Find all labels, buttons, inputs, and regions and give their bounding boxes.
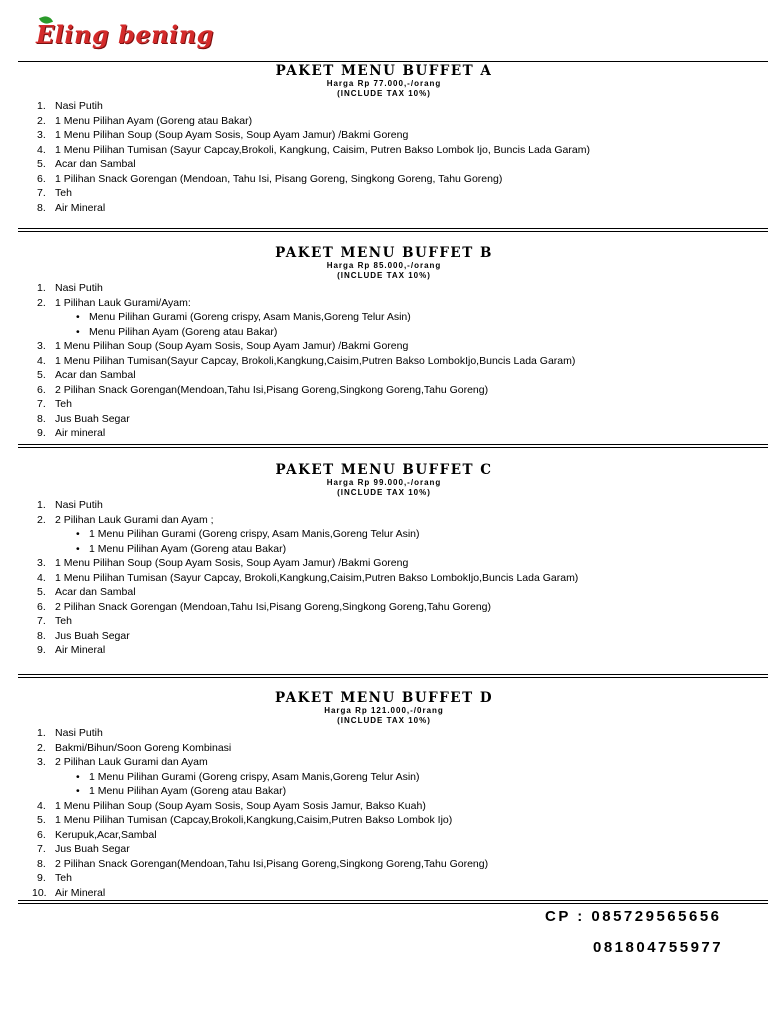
item-text: Air mineral: [55, 427, 106, 439]
item-text: Nasi Putih: [55, 282, 103, 294]
menu-item-list: [0, 726, 768, 900]
item-number: 2.: [37, 114, 46, 127]
item-number: 5.: [37, 814, 46, 826]
list-item: [0, 842, 768, 857]
item-number: 1.: [37, 100, 46, 112]
list-item: [0, 339, 768, 354]
item-text: Acar dan Sambal: [55, 369, 136, 381]
item-number: 10.: [32, 886, 47, 899]
item-number: 7.: [37, 398, 46, 410]
bullet-icon: •: [76, 770, 80, 783]
item-number: 6.: [37, 600, 46, 613]
menu-price: Harga Rp 85.000,-/orang: [326, 261, 442, 270]
bullet-icon: •: [76, 785, 80, 797]
item-text: 1 Menu Pilihan Soup (Soup Ayam Sosis, Soup Ayam Jamur) /Bakmi Goreng: [55, 340, 409, 352]
item-number: 4.: [37, 143, 46, 156]
item-text: 2 Pilihan Lauk Gurami dan Ayam ;: [55, 513, 214, 526]
divider: [18, 444, 768, 448]
bullet-icon: •: [76, 528, 80, 540]
menu-tax-note: (INCLUDE TAX 10%): [337, 89, 431, 98]
item-number: 2.: [37, 741, 46, 754]
divider: [18, 61, 768, 62]
menu-section-b: [0, 245, 768, 441]
menu-section-d: [0, 690, 768, 900]
sub-list-item: [0, 770, 768, 785]
list-item: [0, 828, 768, 843]
list-item: [0, 157, 768, 172]
item-text: Jus Buah Segar: [55, 843, 130, 855]
item-text: 2 Pilihan Snack Gorengan(Mendoan,Tahu Isi,Pisang Goreng,Singkong Goreng,Tahu Goreng): [55, 857, 489, 870]
item-text: Jus Buah Segar: [55, 629, 130, 642]
item-text: 2 Pilihan Snack Gorengan (Mendoan,Tahu Isi,Pisang Goreng,Singkong Goreng,Tahu Goreng): [55, 600, 492, 613]
item-number: 4.: [37, 571, 46, 584]
list-item: [0, 571, 768, 586]
list-item: [0, 281, 768, 296]
item-number: 3.: [37, 557, 46, 569]
item-number: 7.: [37, 843, 46, 855]
item-text: Jus Buah Segar: [55, 412, 130, 425]
item-text: 2 Pilihan Snack Gorengan(Mendoan,Tahu Isi,Pisang Goreng,Singkong Goreng,Tahu Goreng): [55, 383, 489, 396]
item-number: 2.: [37, 296, 46, 309]
item-text: Air Mineral: [55, 886, 106, 899]
list-item: [0, 726, 768, 741]
menu-title: PAKET MENU BUFFET A: [275, 63, 493, 79]
item-number: 7.: [37, 187, 46, 199]
logo: [36, 20, 214, 54]
divider: [18, 900, 768, 904]
list-item: [0, 857, 768, 872]
item-text: Teh: [55, 615, 72, 627]
item-number: 3.: [37, 340, 46, 352]
list-item: [0, 556, 768, 571]
menu-section-a: [0, 63, 768, 215]
item-number: 2.: [37, 513, 46, 526]
sub-list-item: [0, 527, 768, 542]
list-item: [0, 614, 768, 629]
item-text: 1 Menu Pilihan Soup (Soup Ayam Sosis, Soup Ayam Jamur) /Bakmi Goreng: [55, 129, 409, 141]
item-number: 7.: [37, 615, 46, 627]
sub-list-item: [0, 310, 768, 325]
item-number: 1.: [37, 727, 46, 739]
list-item: [0, 426, 768, 441]
sub-list-item: [0, 542, 768, 557]
item-text: Teh: [55, 398, 72, 410]
list-item: [0, 368, 768, 383]
item-text: Nasi Putih: [55, 499, 103, 511]
menu-price: Harga Rp 121.000,-/0rang: [324, 706, 444, 715]
list-item: [0, 99, 768, 114]
menu-title: PAKET MENU BUFFET D: [274, 690, 494, 706]
sub-item-text: 1 Menu Pilihan Ayam (Goreng atau Bakar): [89, 542, 287, 555]
list-item: [0, 643, 768, 658]
item-text: 1 Pilihan Snack Gorengan (Mendoan, Tahu Isi, Pisang Goreng, Singkong Goreng, Tahu Goreng): [55, 172, 503, 185]
list-item: [0, 172, 768, 187]
bullet-icon: •: [76, 311, 80, 323]
list-item: [0, 186, 768, 201]
item-text: 1 Menu Pilihan Tumisan (Capcay,Brokoli,Kangkung,Caisim,Putren Bakso Lombok Ijo): [55, 814, 453, 826]
item-number: 5.: [37, 158, 46, 170]
list-item: [0, 296, 768, 311]
item-number: 8.: [37, 629, 46, 642]
item-number: 9.: [37, 872, 46, 884]
menu-item-list: [0, 498, 768, 658]
sub-list-item: [0, 784, 768, 799]
item-text: Nasi Putih: [55, 100, 103, 112]
divider: [18, 674, 768, 678]
list-item: [0, 128, 768, 143]
item-number: 8.: [37, 412, 46, 425]
item-text: 1 Menu Pilihan Tumisan (Sayur Capcay,Brokoli, Kangkung, Caisim, Putren Bakso Lombok Ijo, Buncis Lada Garam): [55, 143, 590, 156]
item-number: 6.: [37, 383, 46, 396]
item-text: Bakmi/Bihun/Soon Goreng Kombinasi: [55, 741, 232, 754]
item-text: Acar dan Sambal: [55, 158, 136, 170]
item-number: 8.: [37, 857, 46, 870]
logo-text: Eling bening: [36, 20, 214, 49]
item-number: 1.: [37, 282, 46, 294]
item-text: 1 Menu Pilihan Tumisan(Sayur Capcay, Brokoli,Kangkung,Caisim,Putren Bakso LombokIjo,Buncis Lada Garam): [55, 354, 576, 367]
item-number: 4.: [37, 354, 46, 367]
list-item: [0, 629, 768, 644]
list-item: [0, 813, 768, 828]
item-number: 3.: [37, 129, 46, 141]
bullet-icon: •: [76, 542, 80, 555]
list-item: [0, 741, 768, 756]
item-number: 3.: [37, 756, 46, 768]
item-text: Kerupuk,Acar,Sambal: [55, 828, 157, 841]
menu-price: Harga Rp 77.000,-/orang: [326, 79, 442, 88]
list-item: [0, 143, 768, 158]
list-item: [0, 886, 768, 901]
list-item: [0, 799, 768, 814]
list-item: [0, 871, 768, 886]
item-text: Nasi Putih: [55, 727, 103, 739]
item-number: 1.: [37, 499, 46, 511]
menu-tax-note: (INCLUDE TAX 10%): [337, 716, 431, 725]
item-number: 5.: [37, 369, 46, 381]
list-item: [0, 383, 768, 398]
item-number: 5.: [37, 586, 46, 598]
divider: [18, 228, 768, 232]
list-item: [0, 585, 768, 600]
menu-tax-note: (INCLUDE TAX 10%): [337, 271, 431, 280]
sub-item-text: Menu Pilihan Ayam (Goreng atau Bakar): [89, 325, 278, 338]
bullet-icon: •: [76, 325, 80, 338]
list-item: [0, 114, 768, 129]
item-number: 9.: [37, 427, 46, 439]
item-text: 1 Menu Pilihan Soup (Soup Ayam Sosis, Soup Ayam Jamur) /Bakmi Goreng: [55, 557, 409, 569]
item-number: 4.: [37, 799, 46, 812]
item-text: Teh: [55, 187, 72, 199]
contact-person: CP : 085729565656: [545, 908, 722, 925]
menu-item-list: [0, 281, 768, 441]
menu-item-list: [0, 99, 768, 215]
sub-item-text: 1 Menu Pilihan Ayam (Goreng atau Bakar): [89, 785, 287, 797]
item-text: 1 Pilihan Lauk Gurami/Ayam:: [55, 296, 191, 309]
item-text: Teh: [55, 872, 72, 884]
menu-price: Harga Rp 99.000,-/orang: [326, 478, 442, 487]
item-number: 9.: [37, 644, 46, 656]
list-item: [0, 412, 768, 427]
list-item: [0, 354, 768, 369]
list-item: [0, 513, 768, 528]
item-number: 6.: [37, 172, 46, 185]
item-text: Air Mineral: [55, 201, 106, 214]
list-item: [0, 397, 768, 412]
menu-title: PAKET MENU BUFFET B: [275, 245, 493, 261]
contact-phone-2: 081804755977: [593, 939, 724, 956]
item-text: Acar dan Sambal: [55, 586, 136, 598]
sub-item-text: 1 Menu Pilihan Gurami (Goreng crispy, Asam Manis,Goreng Telur Asin): [89, 770, 420, 783]
sub-list-item: [0, 325, 768, 340]
menu-tax-note: (INCLUDE TAX 10%): [337, 488, 431, 497]
list-item: [0, 600, 768, 615]
item-text: 1 Menu Pilihan Soup (Soup Ayam Sosis, Soup Ayam Sosis Jamur, Bakso Kuah): [55, 799, 426, 812]
sub-item-text: 1 Menu Pilihan Gurami (Goreng crispy, Asam Manis,Goreng Telur Asin): [89, 528, 420, 540]
item-text: 2 Pilihan Lauk Gurami dan Ayam: [55, 756, 208, 768]
sub-item-text: Menu Pilihan Gurami (Goreng crispy, Asam Manis,Goreng Telur Asin): [89, 311, 411, 323]
item-number: 8.: [37, 201, 46, 214]
item-text: 1 Menu Pilihan Ayam (Goreng atau Bakar): [55, 114, 253, 127]
menu-section-c: [0, 462, 768, 658]
menu-title: PAKET MENU BUFFET C: [275, 462, 493, 478]
item-text: 1 Menu Pilihan Tumisan (Sayur Capcay, Brokoli,Kangkung,Caisim,Putren Bakso LombokIjo,Buncis Lada Garam): [55, 571, 579, 584]
item-number: 6.: [37, 828, 46, 841]
list-item: [0, 498, 768, 513]
list-item: [0, 755, 768, 770]
item-text: Air Mineral: [55, 644, 106, 656]
list-item: [0, 201, 768, 216]
